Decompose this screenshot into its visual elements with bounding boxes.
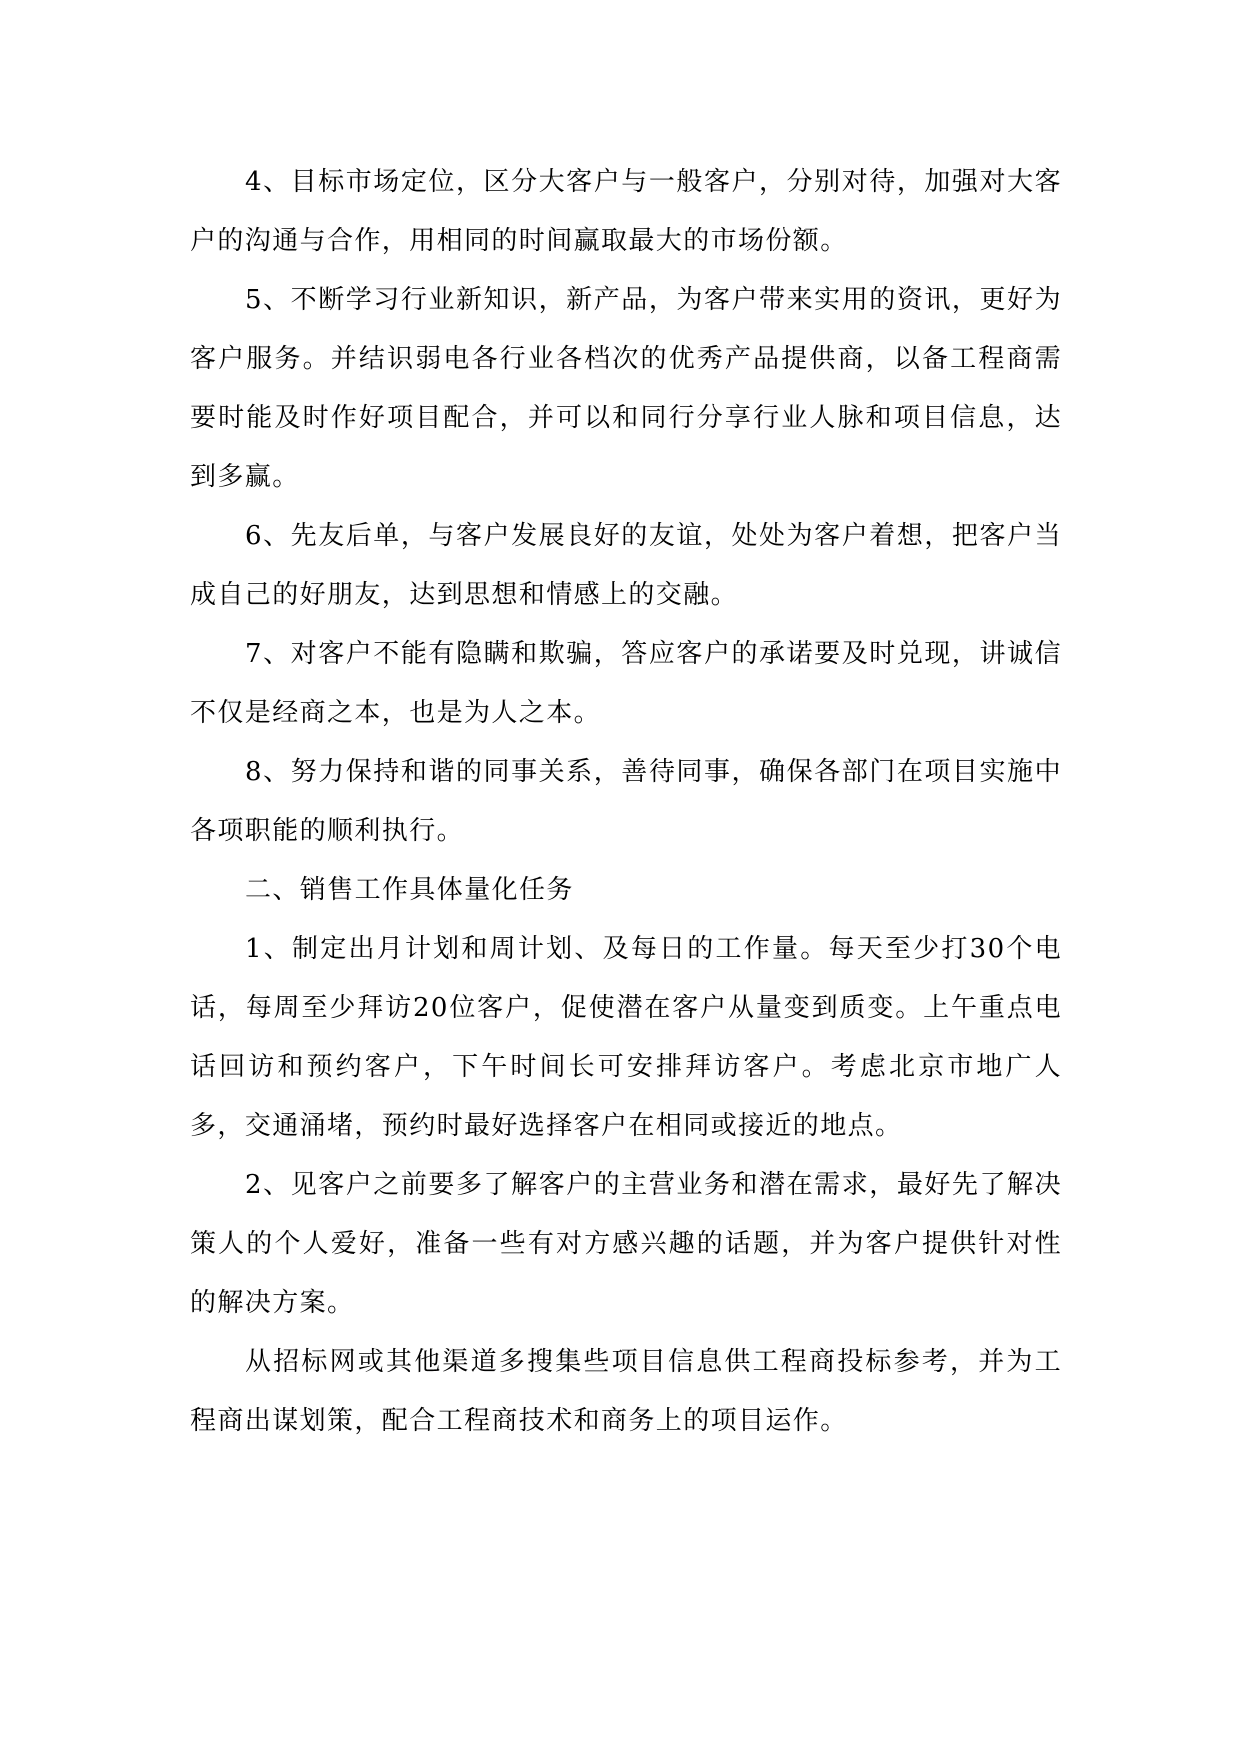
task-item-2: 2、见客户之前要多了解客户的主营业务和潜在需求，最好先了解决策人的个人爱好，准备一些有对方感兴趣的话题，并为客户提供针对性的解决方案。 — [190, 1170, 1062, 1318]
document-body — [190, 153, 1062, 1451]
paragraph-item-8: 8、努力保持和谐的同事关系，善待同事，确保各部门在项目实施中各项职能的顺利执行。 — [190, 757, 1062, 846]
paragraph-item-6: 6、先友后单，与客户发展良好的友谊，处处为客户着想，把客户当成自己的好朋友，达到思想和情感上的交融。 — [190, 521, 1062, 610]
section-heading: 二、销售工作具体量化任务 — [245, 875, 574, 905]
paragraph-item-7: 7、对客户不能有隐瞒和欺骗，答应客户的承诺要及时兑现，讲诚信不仅是经商之本，也是为人之本。 — [190, 639, 1062, 728]
paragraph-item-5: 5、不断学习行业新知识，新产品，为客户带来实用的资讯，更好为客户服务。并结识弱电各行业各档次的优秀产品提供商，以备工程商需要时能及时作好项目配合，并可以和同行分享行业人脉和项目信息，达到多赢。 — [190, 285, 1062, 492]
task-item-1: 1、制定出月计划和周计划、及每日的工作量。每天至少打30个电话，每周至少拜访20位客户，促使潜在客户从量变到质变。上午重点电话回访和预约客户，下午时间长可安排拜访客户。考虑北京市地广人多，交通涌堵，预约时最好选择客户在相同或接近的地点。 — [190, 934, 1062, 1141]
task-paragraph-bidding: 从招标网或其他渠道多搜集些项目信息供工程商投标参考，并为工程商出谋划策，配合工程商技术和商务上的项目运作。 — [190, 1347, 1062, 1436]
paragraph-item-4: 4、目标市场定位，区分大客户与一般客户，分别对待，加强对大客户的沟通与合作，用相同的时间赢取最大的市场份额。 — [190, 167, 1062, 256]
